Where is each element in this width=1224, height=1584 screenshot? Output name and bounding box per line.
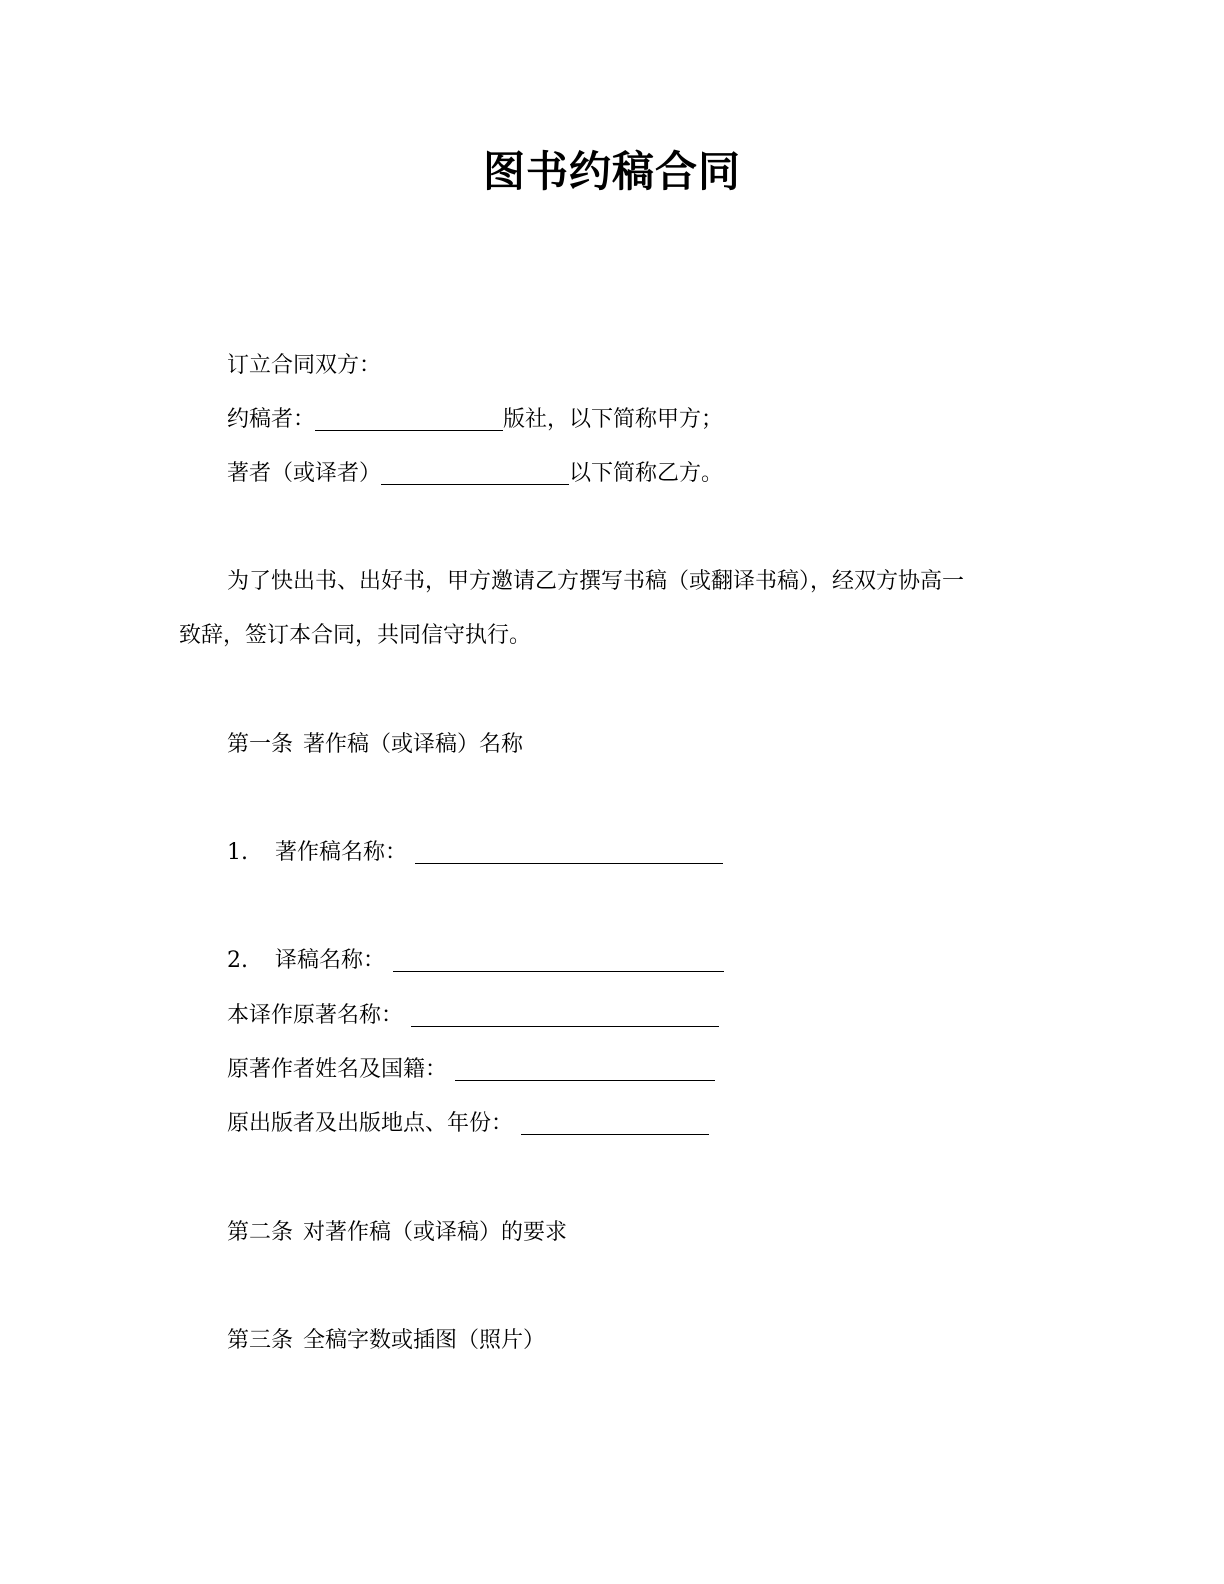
party-a-blank-field[interactable] (315, 408, 503, 431)
original-author-line (227, 1055, 715, 1085)
article-1-item-1 (227, 838, 723, 868)
article-3-number: 第三条 (227, 1328, 294, 1353)
preamble-line-1 (227, 567, 964, 597)
article-3-heading (227, 1326, 545, 1356)
translation-name-field[interactable] (393, 949, 724, 972)
party-a-label: 约稿者： (227, 407, 316, 432)
article-1-title: 著作稿（或译稿）名称 (303, 732, 524, 757)
parties-heading (227, 351, 381, 381)
preamble-text-1: 为了快出书、出好书，甲方邀请乙方撰写书稿（或翻译书稿），经双方协高一 (227, 569, 965, 594)
preamble-text-2: 致辞，签订本合同，共同信守执行。 (179, 623, 532, 648)
article-1-item-2 (227, 946, 724, 976)
party-b-blank-field[interactable] (381, 462, 569, 485)
manuscript-name-field[interactable] (415, 841, 723, 864)
article-3-title: 全稿字数或插图（照片） (303, 1328, 546, 1353)
party-b-label: 著者（或译者） (227, 461, 382, 486)
article-1-number: 第一条 (227, 732, 294, 757)
original-author-field[interactable] (455, 1058, 715, 1081)
item-2-number: 2. (227, 948, 248, 973)
party-a-line (227, 405, 723, 435)
party-b-suffix: 以下简称乙方。 (569, 461, 724, 486)
original-title-label: 本译作原著名称： (227, 1003, 404, 1028)
article-2-title: 对著作稿（或译稿）的要求 (303, 1220, 568, 1245)
original-title-line (227, 1001, 719, 1031)
original-author-label: 原著作者姓名及国籍： (227, 1057, 448, 1082)
item-2-label: 译稿名称： (275, 948, 386, 973)
original-publisher-field[interactable] (521, 1112, 709, 1135)
article-2-heading (227, 1218, 567, 1248)
item-1-label: 著作稿名称： (275, 840, 408, 865)
article-2-number: 第二条 (227, 1220, 294, 1245)
item-1-number: 1. (227, 840, 248, 865)
article-1-heading (227, 730, 523, 760)
original-title-field[interactable] (411, 1004, 719, 1027)
party-b-line (227, 459, 723, 489)
parties-heading-text: 订立合同双方： (227, 353, 382, 378)
original-publisher-line (227, 1109, 709, 1139)
original-publisher-label: 原出版者及出版地点、年份： (227, 1111, 514, 1136)
preamble-line-2 (179, 621, 531, 651)
party-a-suffix: 版社，以下简称甲方； (503, 407, 724, 432)
document-title: 图书约稿合同 (482, 147, 741, 196)
